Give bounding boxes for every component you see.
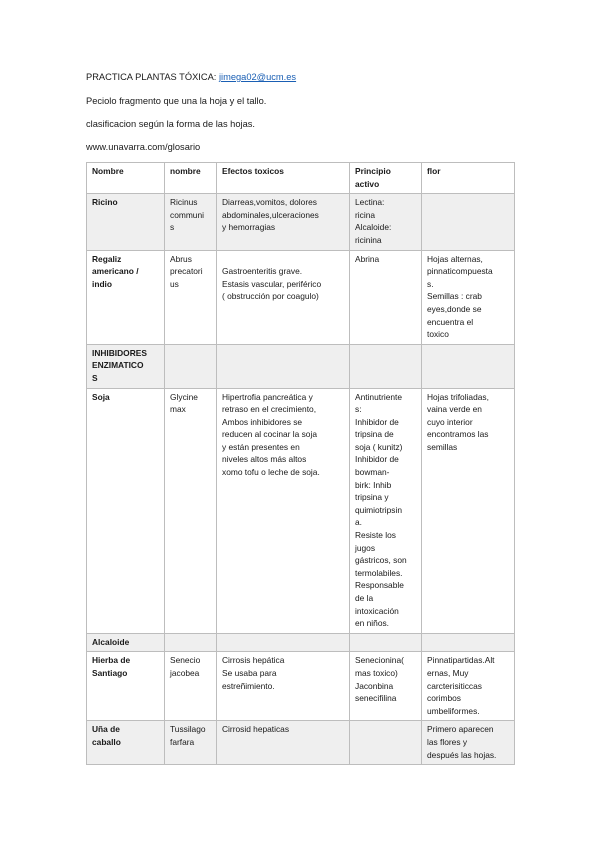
cell-scientific-name: Glycine max [165,388,217,633]
cell-empty [422,633,515,652]
header-flor: flor [422,163,515,194]
table-row [87,388,515,633]
cell-flower: Pinnatipartidas.Alt ernas, Muy carcterisiticcas corimbos umbeliformes. [422,652,515,721]
cell-flower: Primero aparecen las flores y después las hojas. [422,721,515,765]
cell-plant-name: Ricino [87,194,165,250]
table-row [87,250,515,344]
cell-effects: Hipertrofia pancreática y retraso en el crecimiento, Ambos inhibidores se reducen al cocinar la soja y están presentes en niveles altos más altos xomo tofu o leche de soja. [217,388,350,633]
cell-effects: Cirrosis hepática Se usaba para estreñimiento. [217,652,350,721]
table-row [87,194,515,250]
definition-line: Peciolo fragmento que una la hoja y el tallo. [86,96,267,106]
cell-empty [350,344,422,388]
cell-active-principle [350,721,422,765]
cell-active-principle: Lectina: ricina Alcaloide: ricinina [350,194,422,250]
cell-active-principle: Senecionina( mas toxico) Jaconbina senecifilina [350,652,422,721]
table-row [87,633,515,652]
cell-scientific-name: Abrus precatori us [165,250,217,344]
cell-scientific-name: Tussilago farfara [165,721,217,765]
cell-flower [422,194,515,250]
header-efectos: Efectos toxicos [217,163,350,194]
cell-plant-name: Soja [87,388,165,633]
document-title-line [86,72,296,82]
cell-active-principle: Abrina [350,250,422,344]
cell-effects: Gastroenteritis grave. Estasis vascular, periférico ( obstrucción por coagulo) [217,250,350,344]
cell-empty [217,344,350,388]
cell-plant-name: Regaliz americano / indio [87,250,165,344]
plants-table [86,162,515,765]
table-row [87,721,515,765]
cell-effects: Diarreas,vomitos, dolores abdominales,ulceraciones y hemorragias [217,194,350,250]
cell-empty [165,633,217,652]
document-title: PRACTICA PLANTAS TÓXICA: [86,72,219,82]
cell-flower: Hojas trifoliadas, vaina verde en cuyo interior encontramos las semillas [422,388,515,633]
cell-effects: Cirrosid hepaticas [217,721,350,765]
cell-plant-name: Uña de caballo [87,721,165,765]
cell-scientific-name: Senecio jacobea [165,652,217,721]
table-header-row [87,163,515,194]
header-nombre: Nombre [87,163,165,194]
email-link[interactable]: jimega02@ucm.es [218,72,297,82]
cell-empty [350,633,422,652]
cell-active-principle: Antinutriente s: Inhibidor de tripsina de soja ( kunitz) Inhibidor de bowman- birk: Inhib tripsina y quimiotripsin a. Resiste los jugos gástricos, son termolabiles. Responsable de la intoxicación en niños. [350,388,422,633]
header-principio: Principio activo [350,163,422,194]
cell-section-heading: INHIBIDORES ENZIMATICO S [87,344,165,388]
glossary-url: www.unavarra.com/glosario [86,142,201,152]
cell-section-heading: Alcaloide [87,633,165,652]
cell-flower: Hojas alternas, pinnaticompuesta s. Semillas : crab eyes,donde se encuentra el toxico [422,250,515,344]
table-row [87,652,515,721]
cell-scientific-name: Ricinus communi s [165,194,217,250]
cell-empty [165,344,217,388]
classification-line: clasificacion según la forma de las hojas. [86,119,255,129]
header-nombre-cientifico: nombre [165,163,217,194]
cell-empty [217,633,350,652]
table-row [87,344,515,388]
cell-plant-name: Hierba de Santiago [87,652,165,721]
cell-empty [422,344,515,388]
